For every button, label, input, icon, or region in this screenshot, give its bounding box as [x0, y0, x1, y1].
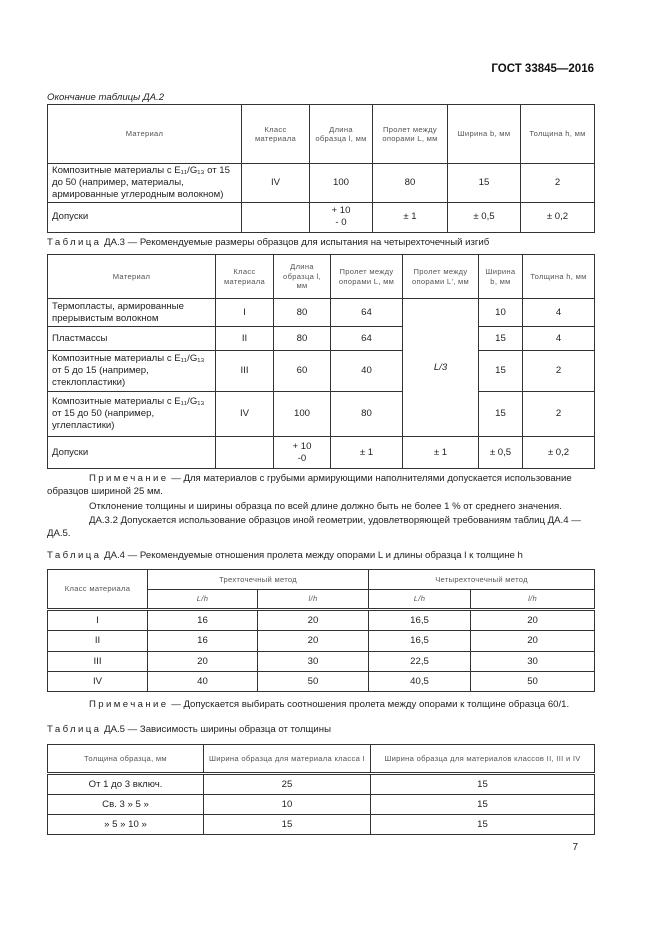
table-row [48, 327, 595, 351]
header-cell: l/h [471, 590, 595, 610]
cell: 16,5 [369, 631, 471, 652]
table-header-row [48, 255, 595, 299]
cell: IV [48, 672, 148, 692]
header-cell: L/h [369, 590, 471, 610]
header-cell: Ширина b, мм [448, 105, 521, 164]
cell: 15 [479, 392, 523, 437]
cell: 15 [371, 795, 595, 815]
cell: ± 0,2 [521, 202, 595, 232]
cell: 50 [258, 672, 369, 692]
cell: 60 [274, 351, 331, 392]
table-da3-caption [47, 237, 489, 248]
cell: IV [242, 164, 310, 203]
cell: 15 [479, 351, 523, 392]
cell: 15 [448, 164, 521, 203]
header-cell: Длина образца l, мм [274, 255, 331, 299]
cell: 40 [331, 351, 403, 392]
table-header-row [48, 105, 595, 164]
cell: 16,5 [369, 610, 471, 631]
paragraph: Отклонение толщины и ширины образца по всей длине должно быть не более 1 % от среднего значения. [89, 501, 562, 512]
cell: Термопласты, армированные прерывистым волокном [48, 299, 216, 327]
cell: 15 [371, 774, 595, 795]
cell: I [216, 299, 274, 327]
cell: 20 [258, 631, 369, 652]
header-cell: Класс материала [216, 255, 274, 299]
cell: 64 [331, 327, 403, 351]
cell: III [48, 652, 148, 672]
cell: 22,5 [369, 652, 471, 672]
table-da4-caption [47, 550, 523, 561]
cell: 4 [523, 327, 595, 351]
cell: II [48, 631, 148, 652]
caption-text: ДА.5 — Зависимость ширины образца от толщины [104, 724, 331, 735]
table-row-tolerance [48, 202, 595, 232]
cell: IV [216, 392, 274, 437]
cell: 20 [471, 631, 595, 652]
table-header-row [48, 745, 595, 774]
cell: + 10 - 0 [310, 202, 373, 232]
cell: 40 [148, 672, 258, 692]
header-cell: Толщина h, мм [521, 105, 595, 164]
cell: 15 [204, 815, 371, 835]
cell: От 1 до 3 включ. [48, 774, 204, 795]
merged-cell-lprime [403, 299, 479, 437]
cell: 10 [479, 299, 523, 327]
cell: 20 [471, 610, 595, 631]
cell: 15 [371, 815, 595, 835]
cell: 40,5 [369, 672, 471, 692]
header-cell: Класс материала [242, 105, 310, 164]
table-row-tolerance [48, 437, 595, 469]
header-cell: Ширина b, мм [479, 255, 523, 299]
note-label: Примечание [89, 473, 169, 484]
cell: Пластмассы [48, 327, 216, 351]
cell: 15 [479, 327, 523, 351]
cell: II [216, 327, 274, 351]
cell-text: L/3 [433, 361, 448, 373]
cell: 100 [310, 164, 373, 203]
cell: 80 [331, 392, 403, 437]
cell: Композитные материалы с E₁₁/G₁₃ от 15 до 50 (например, углепластики) [48, 392, 216, 437]
table-row [48, 610, 595, 631]
cell: 30 [258, 652, 369, 672]
caption-text: ДА.3 — Рекомендуемые размеры образцов для испытания на четырехточечный изгиб [104, 237, 490, 248]
cell: 100 [274, 392, 331, 437]
cell: ± 1 [331, 437, 403, 469]
caption-text: ДА.4 — Рекомендуемые отношения пролета между опорами L и длины образца l к толщине h [104, 550, 523, 561]
cell: 80 [274, 327, 331, 351]
table-da5 [47, 744, 595, 835]
header-cell: Материал [48, 105, 242, 164]
header-cell: Класс материала [48, 570, 148, 610]
header-cell: Пролет между опорами L, мм [373, 105, 448, 164]
table-row [48, 392, 595, 437]
table-da2-caption-text: Окончание таблицы ДА.2 [47, 92, 165, 103]
cell: Допуски [48, 437, 216, 469]
note-da3 [47, 472, 594, 498]
cell: Композитные материалы с E₁₁/G₁₃ от 5 до 15 (например, стеклопластики) [48, 351, 216, 392]
table-row [48, 672, 595, 692]
cell: ± 1 [373, 202, 448, 232]
cell: Композитные материалы с E₁₁/G₁₃ от 15 до 50 (например, материалы, армированные углеродным волокном) [48, 164, 242, 203]
cell: 10 [204, 795, 371, 815]
cell: Св. 3 » 5 » [48, 795, 204, 815]
table-row [48, 351, 595, 392]
cell: I [48, 610, 148, 631]
cell: ± 1 [403, 437, 479, 469]
header-cell: Материал [48, 255, 216, 299]
header-cell: Толщина образца, мм [48, 745, 204, 774]
cell: 2 [523, 392, 595, 437]
table-row [48, 631, 595, 652]
document-code: ГОСТ 33845—2016 [491, 63, 594, 75]
table-da3 [47, 254, 595, 469]
cell: 16 [148, 610, 258, 631]
cell: Допуски [48, 202, 242, 232]
cell: 50 [471, 672, 595, 692]
note-label: Примечание [89, 699, 169, 710]
table-row [48, 815, 595, 835]
table-da2-caption [47, 92, 164, 103]
table-row [48, 795, 595, 815]
header-cell: Длина образца l, мм [310, 105, 373, 164]
table-row [48, 299, 595, 327]
caption-prefix: Таблица [47, 550, 102, 561]
paragraph-da332: ДА.3.2 Допускается использование образцов иной геометрии, удовлетворяющей требованиям таблиц ДА.4 — ДА.5. [47, 515, 581, 539]
table-row [48, 652, 595, 672]
cell: 16 [148, 631, 258, 652]
header-cell: Пролет между опорами L', мм [403, 255, 479, 299]
cell: + 10 -0 [274, 437, 331, 469]
header-cell: Трехточечный метод [148, 570, 369, 590]
table-da2 [47, 104, 595, 233]
cell [242, 202, 310, 232]
header-cell: Четырехточечный метод [369, 570, 595, 590]
cell: ± 0,5 [479, 437, 523, 469]
page-number: 7 [572, 842, 578, 853]
table-row [48, 774, 595, 795]
cell: 4 [523, 299, 595, 327]
table-header-row [48, 570, 595, 590]
header-cell: Ширина образца для материалов классов II, III и IV [371, 745, 595, 774]
header-cell: Ширина образца для материала класса I [204, 745, 371, 774]
cell: 2 [521, 164, 595, 203]
table-da4 [47, 569, 595, 692]
table-da5-caption [47, 724, 331, 735]
table-row [48, 164, 595, 203]
caption-prefix: Таблица [47, 724, 102, 735]
cell: III [216, 351, 274, 392]
note-text: — Для материалов с грубыми армирующими наполнителями допускается использование образцов шириной 25 мм. [47, 473, 572, 497]
header-cell: Толщина h, мм [523, 255, 595, 299]
cell: » 5 » 10 » [48, 815, 204, 835]
note-da4 [47, 698, 594, 711]
cell: 20 [258, 610, 369, 631]
cell: ± 0,2 [523, 437, 595, 469]
header-cell: Пролет между опорами L, мм [331, 255, 403, 299]
cell: 25 [204, 774, 371, 795]
cell: 64 [331, 299, 403, 327]
cell: 2 [523, 351, 595, 392]
cell: 20 [148, 652, 258, 672]
cell: 80 [274, 299, 331, 327]
header-cell: L/h [148, 590, 258, 610]
note-text: — Допускается выбирать соотношения пролета между опорами к толщине образца 60/1. [168, 699, 570, 710]
cell: 80 [373, 164, 448, 203]
cell: 30 [471, 652, 595, 672]
caption-prefix: Таблица [47, 237, 102, 248]
cell [216, 437, 274, 469]
cell: ± 0,5 [448, 202, 521, 232]
header-cell: l/h [258, 590, 369, 610]
